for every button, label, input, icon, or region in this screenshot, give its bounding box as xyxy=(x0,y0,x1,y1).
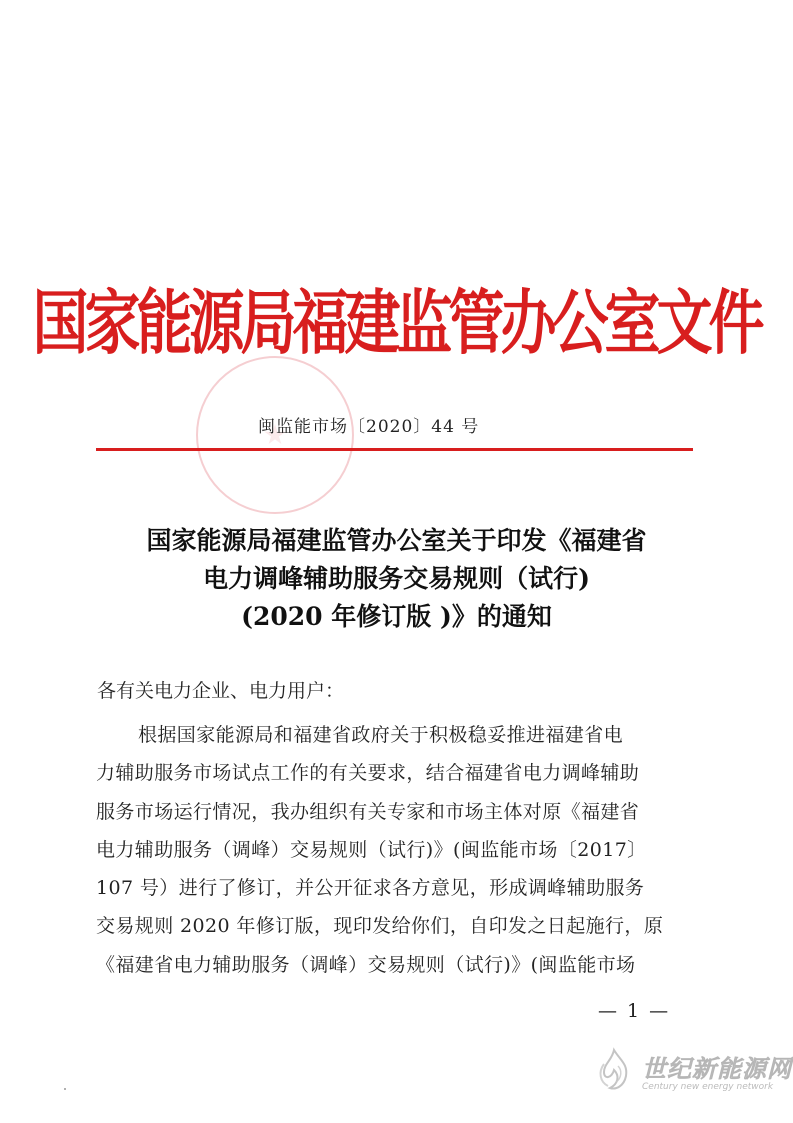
notice-title xyxy=(60,522,733,636)
notice-title-line: 电力调峰辅助服务交易规则（试行) xyxy=(203,564,590,593)
document-header-title: 国家能源局福建监管办公室文件 xyxy=(32,281,761,365)
body-line: 107 号）进行了修订，并公开征求各方意见，形成调峰辅助服务 xyxy=(96,877,645,900)
salutation: 各有关电力企业、电力用户： xyxy=(97,680,345,702)
page-number: — 1 — xyxy=(598,1000,671,1022)
scan-speck xyxy=(64,1088,66,1090)
body-line: 《福建省电力辅助服务（调峰）交易规则（试行)》(闽监能市场 xyxy=(96,953,636,976)
header-divider xyxy=(96,448,693,451)
body-line: 服务市场运行情况，我办组织有关专家和市场主体对原《福建省 xyxy=(96,800,640,823)
body-text xyxy=(96,716,696,984)
body-line: 根据国家能源局和福建省政府关于积极稳妥推进福建省电 xyxy=(138,724,624,746)
body-line: 电力辅助服务（调峰）交易规则（试行)》(闽监能市场〔2017〕 xyxy=(96,838,647,861)
notice-title-line: (2020 年修订版 )》的通知 xyxy=(241,602,552,631)
document-number: 闽监能市场〔2020〕44 号 xyxy=(258,417,480,437)
notice-title-line: 国家能源局福建监管办公室关于印发《福建省 xyxy=(146,526,647,555)
watermark-text: 世纪新能源网 xyxy=(642,1054,792,1083)
flame-swirl-icon xyxy=(590,1046,638,1094)
body-line: 力辅助服务市场试点工作的有关要求，结合福建省电力调峰辅助 xyxy=(96,762,640,785)
watermark xyxy=(590,1046,792,1094)
body-line: 交易规则 2020 年修订版，现印发给你们，自印发之日起施行，原 xyxy=(96,915,664,938)
watermark-subtext: Century new energy network xyxy=(642,1081,774,1092)
